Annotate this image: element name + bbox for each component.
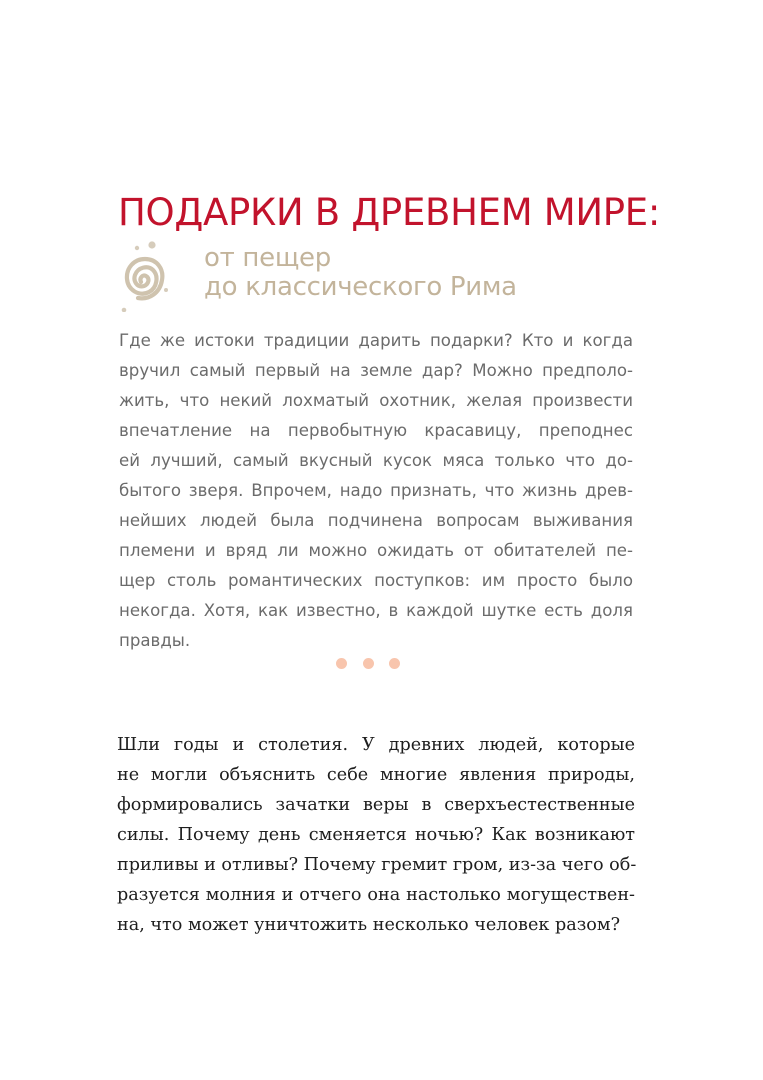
intro-line: впечатление на первобытную красавицу, преподнес bbox=[119, 421, 633, 440]
dot-icon bbox=[336, 658, 347, 669]
intro-paragraph bbox=[119, 326, 633, 656]
subtitle-line: от пещер bbox=[204, 243, 331, 273]
body-line: Шли годы и столетия. У древних людей, которые bbox=[117, 735, 635, 755]
body-line: формировались зачатки веры в сверхъестественные bbox=[117, 795, 635, 815]
body-line: силы. Почему день сменяется ночью? Как возникают bbox=[117, 825, 635, 845]
chapter-heading: ПОДАРКИ В ДРЕВНЕМ МИРЕ: bbox=[118, 190, 661, 234]
intro-line: Где же истоки традиции дарить подарки? Кто и когда bbox=[119, 331, 633, 350]
intro-line: нейших людей была подчинена вопросам выживания bbox=[119, 511, 633, 530]
three-dots-divider-icon bbox=[334, 658, 414, 672]
spiral-icon bbox=[112, 232, 192, 312]
dot-icon bbox=[389, 658, 400, 669]
subtitle-line: до классического Рима bbox=[204, 272, 517, 302]
intro-line: племени и вряд ли можно ожидать от обитателей пе- bbox=[119, 541, 633, 560]
body-line: на, что может уничтожить несколько человек разом? bbox=[117, 915, 621, 935]
body-paragraph bbox=[117, 730, 635, 940]
body-line: разуется молния и отчего она настолько могуществен- bbox=[117, 885, 635, 905]
intro-line: ей лучший, самый вкусный кусок мяса только что до- bbox=[119, 451, 633, 470]
body-line: приливы и отливы? Почему гремит гром, из-за чего об- bbox=[117, 855, 637, 875]
intro-line: щер столь романтических поступков: им просто было bbox=[119, 571, 633, 590]
chapter-subtitle bbox=[204, 244, 517, 302]
chapter-subtitle-block bbox=[112, 232, 632, 312]
intro-line: жить, что некий лохматый охотник, желая произвести bbox=[119, 391, 633, 410]
intro-line: некогда. Хотя, как известно, в каждой шутке есть доля bbox=[119, 601, 633, 620]
body-line: не могли объяснить себе многие явления природы, bbox=[117, 765, 635, 785]
dot-icon bbox=[363, 658, 374, 669]
intro-line: вручил самый первый на земле дар? Можно предполо- bbox=[119, 361, 633, 380]
intro-line: бытого зверя. Впрочем, надо признать, что жизнь древ- bbox=[119, 481, 633, 500]
intro-line: правды. bbox=[119, 631, 191, 650]
